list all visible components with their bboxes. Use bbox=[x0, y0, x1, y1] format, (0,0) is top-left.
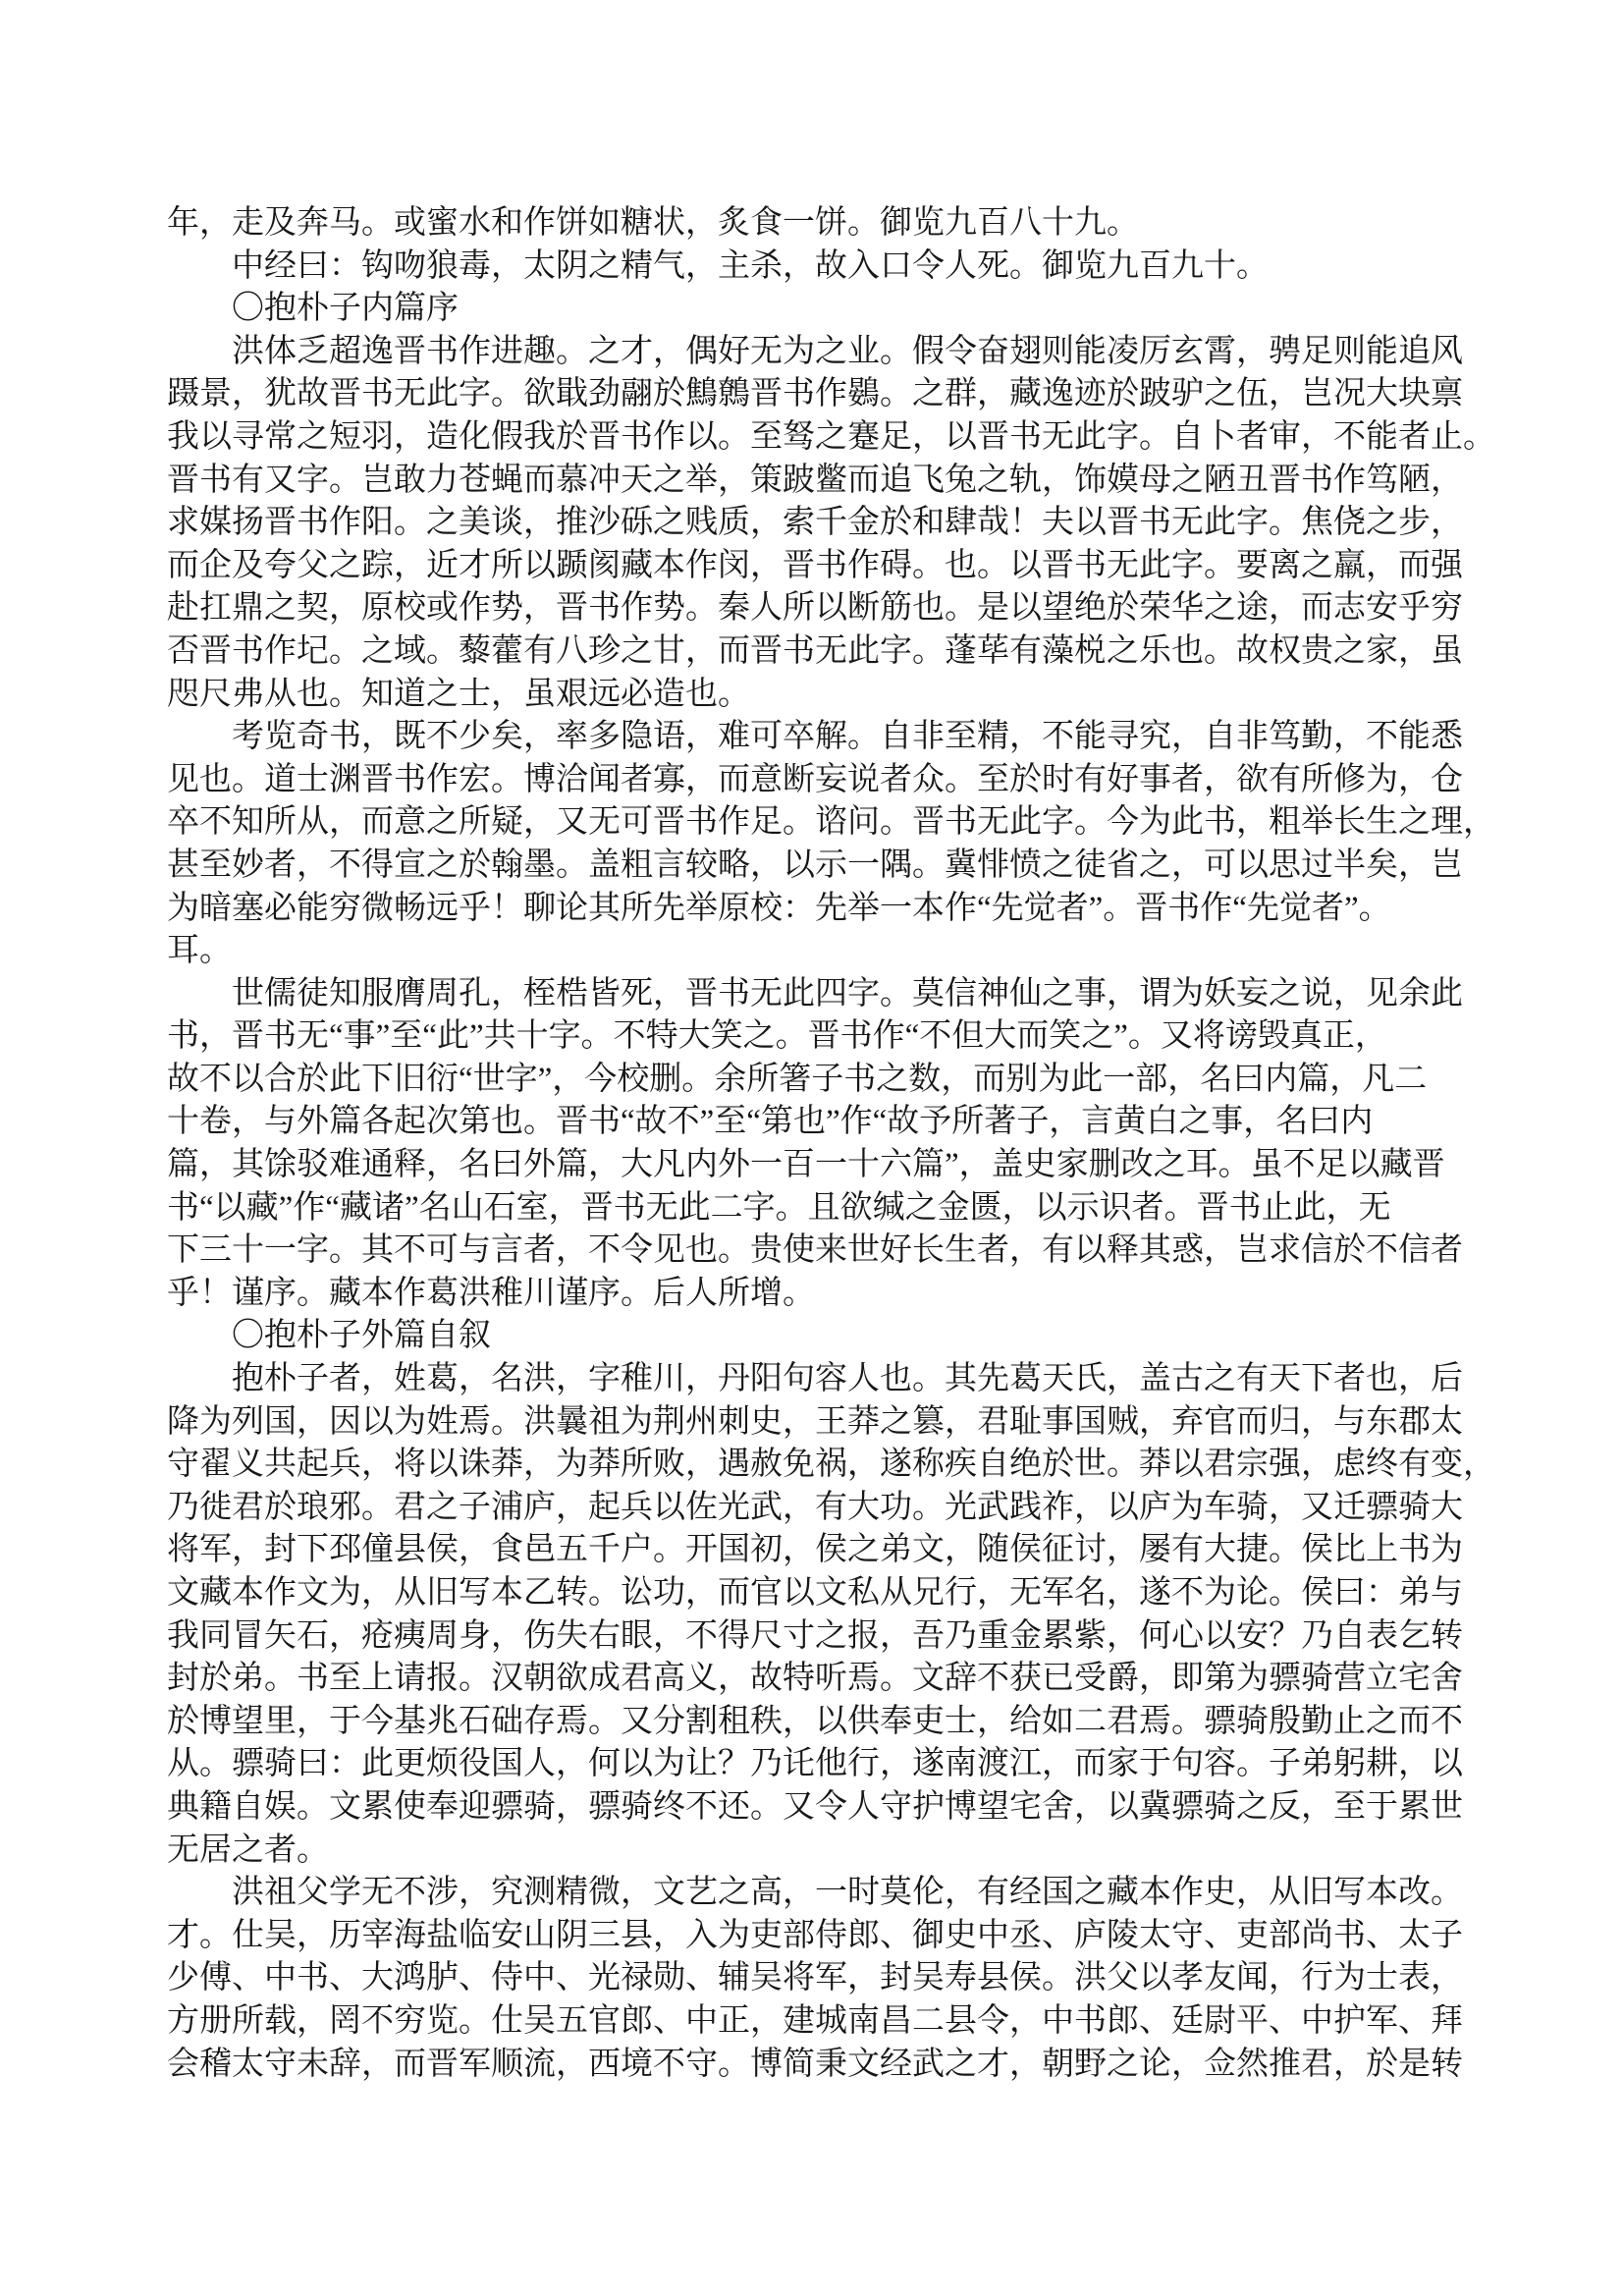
text-line: 甚至妙者，不得宣之於翰墨。盖粗言较略，以示一隅。冀悱愤之徒省之，可以思过半矣，岂 bbox=[167, 847, 1463, 883]
text-line: 卒不知所从，而意之所疑，又无可晋书作足。谘问。晋书无此字。今为此书，粗举长生之理， bbox=[167, 804, 1495, 841]
text-line: 无居之者。 bbox=[167, 1831, 329, 1868]
text-line: 晋书有又字。岂敢力苍蝇而慕冲天之举，策跛鳖而追飞兔之轨，饰嫫母之陋丑晋书作笃陋， bbox=[167, 462, 1463, 498]
text-line: 封於弟。书至上请报。汉朝欲成君高义，故特听焉。文辞不获已受爵，即第为骠骑营立宅舍 bbox=[167, 1661, 1463, 1697]
text-line: 世儒徒知服膺周孔，桎梏皆死，晋书无此四字。莫信神仙之事，谓为妖妄之说，见余此 bbox=[232, 975, 1463, 1011]
text-line: 抱朴子者，姓葛，名洪，字稚川，丹阳句容人也。其先葛天氏，盖古之有天下者也，后 bbox=[232, 1361, 1463, 1397]
text-line: 方册所载，罔不穷览。仕吴五官郎、中正，建城南昌二县令，中书郎、廷尉平、中护军、拜 bbox=[167, 2002, 1463, 2039]
text-line: 少傅、中书、大鸿胪、侍中、光禄勋、辅吴将军，封吴寿县侯。洪父以孝友闻，行为士表， bbox=[167, 1960, 1463, 1996]
text-line: 而企及夸父之踪，近才所以踬阂藏本作闵，晋书作碍。也。以晋书无此字。要离之羸，而强 bbox=[167, 547, 1463, 583]
text-line: 〇抱朴子内篇序 bbox=[232, 291, 459, 327]
text-line: 洪体乏超逸晋书作进趣。之才，偶好无为之业。假令奋翅则能凌厉玄霄，骋足则能追风 bbox=[232, 333, 1463, 369]
text-line: 将军，封下邳僮县侯，食邑五千户。开国初，侯之弟文，随侯征讨，屡有大捷。侯比上书为 bbox=[167, 1532, 1463, 1568]
text-line: 故不以合於此下旧衍“世字”，今校删。余所箸子书之数，而别为此一部，名曰内篇，凡二 bbox=[167, 1061, 1428, 1097]
text-line: 蹑景，犹故晋书无此字。欲戢劲翮於鷦鷯晋书作鷃。之群，藏逸迹於跛驴之伍，岂况大块禀 bbox=[167, 376, 1463, 412]
text-line: 文藏本作文为，从旧写本乙转。讼功，而官以文私从兄行，无军名，遂不为论。侯曰：弟与 bbox=[167, 1575, 1463, 1611]
text-line: 我同冒矢石，疮痍周身，伤失右眼，不得尺寸之报，吾乃重金累紫，何心以安？乃自表乞转 bbox=[167, 1617, 1463, 1654]
text-line: 书，晋书无“事”至“此”共十字。不特大笑之。晋书作“不但大而笑之”。又将谤毁真正， bbox=[167, 1018, 1387, 1055]
text-line: 乎！谨序。藏本作葛洪稚川谨序。后人所增。 bbox=[167, 1275, 815, 1311]
text-line: 咫尺弗从也。知道之士，虽艰远必造也。 bbox=[167, 676, 750, 712]
text-line: 〇抱朴子外篇自叙 bbox=[232, 1318, 491, 1354]
text-line: 中经曰：钩吻狼毒，太阴之精气，主杀，故入口令人死。御览九百九十。 bbox=[232, 247, 1269, 284]
text-line: 洪祖父学无不涉，究测精微，文艺之高，一时莫伦，有经国之藏本作史，从旧写本改。 bbox=[232, 1875, 1463, 1911]
text-line: 篇，其馀驳难通释，名曰外篇，大凡内外一百一十六篇”，盖史家删改之耳。虽不足以藏晋 bbox=[167, 1147, 1445, 1183]
text-line: 赴扛鼎之契，原校或作势，晋书作势。秦人所以断筋也。是以望绝於荣华之途，而志安乎穷 bbox=[167, 590, 1463, 627]
text-line: 耳。 bbox=[167, 933, 232, 969]
text-line: 见也。道士渊晋书作宏。博洽闻者寡，而意断妄说者众。至於时有好事者，欲有所修为，仓 bbox=[167, 761, 1463, 797]
text-line: 才。仕吴，历宰海盐临安山阴三县，入为吏部侍郎、御史中丞、庐陵太守、吏部尚书、太子 bbox=[167, 1917, 1463, 1953]
text-line: 典籍自娱。文累使奉迎骠骑，骠骑终不还。又令人守护博望宅舍，以冀骠骑之反，至于累世 bbox=[167, 1788, 1463, 1825]
page-text bbox=[167, 202, 1495, 2086]
text-line: 书“以藏”作“藏诸”名山石室，晋书无此二字。且欲缄之金匮，以示识者。晋书止此，无 bbox=[167, 1189, 1391, 1226]
text-line: 於博望里，于今基兆石础存焉。又分割租秩，以供奉吏士，给如二君焉。骠骑殷勤止之而不 bbox=[167, 1703, 1463, 1739]
text-line: 我以寻常之短羽，造化假我於晋书作以。至驽之蹇足，以晋书无此字。自卜者审，不能者止。 bbox=[167, 418, 1495, 455]
text-line: 乃徙君於琅邪。君之子浦庐，起兵以佐光武，有大功。光武践祚，以庐为车骑，又迁骠骑大 bbox=[167, 1489, 1463, 1525]
text-line: 下三十一字。其不可与言者，不令见也。贵使来世好长生者，有以释其惑，岂求信於不信者 bbox=[167, 1232, 1463, 1269]
text-line: 考览奇书，既不少矣，率多隐语，难可卒解。自非至精，不能寻究，自非笃勤，不能悉 bbox=[232, 719, 1463, 755]
text-line: 守翟义共起兵，将以诛莽，为莽所败，遇赦免祸，遂称疾自绝於世。莽以君宗强，虑终有变， bbox=[167, 1447, 1495, 1483]
text-line: 十卷，与外篇各起次第也。晋书“故不”至“第也”作“故予所著子，言黄白之事，名曰内 bbox=[167, 1104, 1374, 1140]
text-line: 从。骠骑曰：此更烦役国人，何以为让？乃讬他行，遂南渡江，而家于句容。子弟躬耕，以 bbox=[167, 1746, 1463, 1782]
text-line: 求媒扬晋书作阳。之美谈，推沙砾之贱质，索千金於和肆哉！夫以晋书无此字。焦侥之步， bbox=[167, 505, 1463, 541]
text-line: 为暗塞必能穷微畅远乎！聊论其所先举原校：先举一本作“先觉者”。晋书作“先觉者”。 bbox=[167, 890, 1391, 926]
text-line: 否晋书作圮。之域。藜藿有八珍之甘，而晋书无此字。蓬荜有藻棁之乐也。故权贵之家，虽 bbox=[167, 632, 1463, 669]
text-line: 降为列国，因以为姓焉。洪曩祖为荆州刺史，王莽之篡，君耻事国贼，弃官而归，与东郡太 bbox=[167, 1403, 1463, 1440]
text-line: 会稽太守未辞，而晋军顺流，西境不守。博简秉文经武之才，朝野之论，佥然推君，於是转 bbox=[167, 2046, 1463, 2082]
text-line: 年，走及奔马。或蜜水和作饼如糖状，炙食一饼。御览九百八十九。 bbox=[167, 205, 1139, 241]
